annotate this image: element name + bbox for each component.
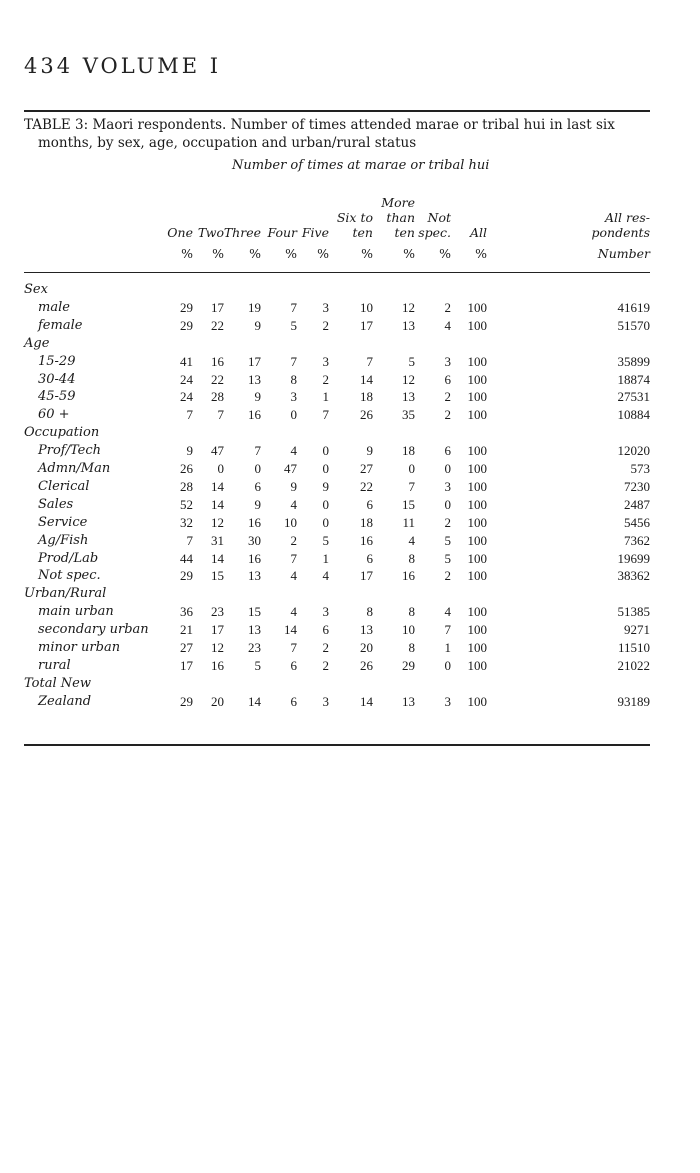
table-row <box>24 389 650 406</box>
group-row <box>24 676 650 693</box>
table-cell: 0 <box>322 514 329 530</box>
table-cell: 100 <box>467 299 487 315</box>
row-label: Clerical <box>38 478 90 494</box>
table-cell: 4 <box>290 496 297 512</box>
table-cell: 0 <box>322 461 329 476</box>
table-cell: 100 <box>467 371 487 387</box>
group-heading: Number of times at marae or tribal hui <box>232 158 490 173</box>
table-cell: 4 <box>290 443 297 459</box>
table-cell: 13 <box>248 371 261 387</box>
row-label: 15-29 <box>38 353 76 369</box>
table-cell: 19699 <box>617 550 650 566</box>
table-cell: 16 <box>248 514 261 530</box>
table-cell: 12 <box>211 640 224 655</box>
table-cell: 3 <box>322 604 329 620</box>
table-cell: 21022 <box>617 657 650 673</box>
table-cell: 2 <box>322 657 329 673</box>
table-cell: 29 <box>180 299 193 315</box>
table-cell: 29 <box>402 657 415 673</box>
table-cell: 12020 <box>617 443 650 459</box>
header-rule <box>24 272 650 273</box>
table-cell: 6 <box>254 478 261 494</box>
group-label: Age <box>24 335 50 351</box>
group-label: Urban/Rural <box>24 586 107 602</box>
table-cell: 2 <box>290 532 297 548</box>
table-cell: 5456 <box>624 514 650 530</box>
column-header <box>375 195 415 240</box>
table-cell: 14 <box>284 622 297 638</box>
table-cell: 51385 <box>617 604 650 620</box>
table-row <box>24 604 650 621</box>
table-cell: 7 <box>186 532 193 548</box>
table-cell: 4 <box>322 568 329 584</box>
table-cell: 13 <box>402 317 415 333</box>
row-label: Prof/Tech <box>38 443 101 459</box>
table-row <box>24 479 650 496</box>
table-cell: 17 <box>180 657 193 673</box>
table-cell: 3 <box>290 389 297 405</box>
table-cell: 35 <box>402 407 415 423</box>
table-cell: 100 <box>467 693 487 709</box>
table-cell: 6 <box>366 550 373 566</box>
table-cell: 23 <box>211 604 224 620</box>
column-header <box>192 225 224 240</box>
table-cell: 2 <box>322 640 329 655</box>
table-cell: 9 <box>254 496 261 512</box>
table-cell: 22 <box>360 478 373 494</box>
table-cell: 17 <box>360 568 373 584</box>
table-cell: 27 <box>180 640 193 655</box>
column-header-line: ten <box>352 225 373 240</box>
table-cell: 30 <box>248 532 261 548</box>
table-caption: TABLE 3: Maori respondents. Number of times attended marae or tribal hui in last six months, by sex, age, occupation and urban/rural status <box>24 117 615 151</box>
table-cell: 3 <box>322 693 329 709</box>
table-cell: 100 <box>467 532 487 548</box>
table-cell: 13 <box>402 389 415 405</box>
table-cell: 16 <box>402 568 415 584</box>
table-cell: 29 <box>180 693 193 709</box>
column-header-line: More <box>381 195 415 210</box>
table-cell: 1 <box>322 550 329 566</box>
table-cell: 6 <box>290 693 297 709</box>
column-header-line: than <box>386 210 415 225</box>
group-label: Sex <box>24 282 48 297</box>
table-cell: 20 <box>360 640 373 655</box>
table-row <box>24 533 650 550</box>
row-label: Service <box>38 514 88 530</box>
table-cell: 12 <box>402 299 415 315</box>
column-header-line: Six to <box>336 210 373 225</box>
page-header: 434 VOLUME I <box>24 54 222 78</box>
table-cell: 27531 <box>617 389 650 405</box>
table-cell: 0 <box>322 443 329 459</box>
table-cell: 9 <box>254 389 261 405</box>
table-cell: 6 <box>366 496 373 512</box>
group-row <box>24 425 650 442</box>
table-cell: 5 <box>254 657 261 673</box>
table-cell: 7 <box>408 478 415 494</box>
column-unit: Number <box>597 246 650 261</box>
column-header <box>451 225 487 240</box>
row-label: 30-44 <box>38 371 76 387</box>
table-cell: 47 <box>211 443 224 459</box>
table-cell: 6 <box>444 443 451 459</box>
group-label: Occupation <box>24 425 100 441</box>
table-cell: 3 <box>444 353 451 369</box>
table-cell: 7 <box>444 622 451 638</box>
table-cell: 41 <box>180 353 193 369</box>
table-cell: 9 <box>322 478 329 494</box>
table-cell: 4 <box>444 604 451 620</box>
table-cell: 24 <box>180 371 193 387</box>
row-label: male <box>38 299 70 315</box>
table-cell: 2 <box>322 371 329 387</box>
table-cell: 14 <box>211 550 224 566</box>
table-cell: 7 <box>366 353 373 369</box>
column-header-line: pondents <box>591 225 650 240</box>
table-row <box>24 622 650 639</box>
table-cell: 26 <box>180 461 193 476</box>
column-header <box>297 225 329 240</box>
table-cell: 26 <box>360 407 373 423</box>
table-cell: 10 <box>360 299 373 315</box>
table-cell: 8 <box>408 550 415 566</box>
table-cell: 14 <box>211 478 224 494</box>
table-cell: 100 <box>467 443 487 459</box>
row-label: Ag/Fish <box>38 532 89 548</box>
row-label: 60 + <box>38 407 70 423</box>
table-cell: 28 <box>211 389 224 405</box>
row-label: minor urban <box>38 640 121 655</box>
table-cell: 6 <box>444 371 451 387</box>
table-cell: 100 <box>467 317 487 333</box>
table-cell: 12 <box>402 371 415 387</box>
table-cell: 17 <box>211 299 224 315</box>
row-label: 45-59 <box>38 389 76 405</box>
row-label: Zealand <box>38 693 92 709</box>
table-cell: 7230 <box>624 478 650 494</box>
table-cell: 13 <box>360 622 373 638</box>
table-cell: 8 <box>290 371 297 387</box>
table-cell: 2 <box>444 514 451 530</box>
table-cell: 0 <box>217 461 224 476</box>
table-cell: 14 <box>360 371 373 387</box>
table-cell: 29 <box>180 568 193 584</box>
table-cell: 12 <box>211 514 224 530</box>
column-header <box>415 210 451 240</box>
table-cell: 100 <box>467 568 487 584</box>
table-cell: 8 <box>366 604 373 620</box>
table-cell: 17 <box>360 317 373 333</box>
table-cell: 22 <box>211 317 224 333</box>
table-row <box>24 354 650 371</box>
table-cell: 14 <box>248 693 261 709</box>
table-cell: 38362 <box>617 568 650 584</box>
column-unit: % <box>181 246 193 261</box>
table-cell: 36 <box>180 604 193 620</box>
table-cell: 0 <box>408 461 415 476</box>
table-cell: 4 <box>290 568 297 584</box>
table-cell: 9 <box>186 443 193 459</box>
table-row <box>24 640 650 657</box>
table-cell: 0 <box>290 407 297 423</box>
table-cell: 2 <box>444 389 451 405</box>
table-cell: 100 <box>467 407 487 423</box>
table-cell: 35899 <box>617 353 650 369</box>
table-cell: 23 <box>248 640 261 655</box>
table-cell: 31 <box>211 532 224 548</box>
table-cell: 24 <box>180 389 193 405</box>
row-label: Admn/Man <box>38 461 111 476</box>
table-cell: 573 <box>630 461 650 476</box>
table-cell: 18 <box>360 514 373 530</box>
table-cell: 100 <box>467 550 487 566</box>
table-cell: 7 <box>290 550 297 566</box>
table-cell: 100 <box>467 604 487 620</box>
table-cell: 2 <box>444 568 451 584</box>
table-cell: 10 <box>284 514 297 530</box>
table-cell: 9271 <box>624 622 650 638</box>
table-row <box>24 300 650 317</box>
table-row <box>24 568 650 585</box>
table-cell: 100 <box>467 389 487 405</box>
table-cell: 28 <box>180 478 193 494</box>
table-cell: 7 <box>322 407 329 423</box>
table-cell: 6 <box>290 657 297 673</box>
column-unit: % <box>285 246 297 261</box>
column-header-line: Two <box>197 225 224 240</box>
table-cell: 15 <box>402 496 415 512</box>
table-cell: 27 <box>360 461 373 476</box>
table-cell: 10 <box>402 622 415 638</box>
row-label: secondary urban <box>38 622 149 638</box>
table-cell: 7 <box>290 353 297 369</box>
table-cell: 16 <box>211 657 224 673</box>
row-label: main urban <box>38 604 114 620</box>
table-cell: 7 <box>254 443 261 459</box>
table-cell: 9 <box>290 478 297 494</box>
table-cell: 100 <box>467 496 487 512</box>
table-cell: 17 <box>248 353 261 369</box>
table-row <box>24 407 650 424</box>
table-cell: 13 <box>248 568 261 584</box>
group-row <box>24 336 650 353</box>
table-cell: 7 <box>217 407 224 423</box>
table-cell: 18 <box>402 443 415 459</box>
table-cell: 41619 <box>617 299 650 315</box>
table-cell: 21 <box>180 622 193 638</box>
column-unit: % <box>475 246 487 261</box>
table-cell: 15 <box>248 604 261 620</box>
table-cell: 100 <box>467 514 487 530</box>
table-row <box>24 443 650 460</box>
table-cell: 14 <box>360 693 373 709</box>
table-cell: 2 <box>322 317 329 333</box>
column-unit: % <box>212 246 224 261</box>
table-cell: 100 <box>467 353 487 369</box>
table-cell: 32 <box>180 514 193 530</box>
table-cell: 100 <box>467 622 487 638</box>
table-cell: 0 <box>254 461 261 476</box>
table-cell: 18874 <box>617 371 650 387</box>
table-cell: 8 <box>408 640 415 655</box>
column-header <box>221 225 261 240</box>
table-cell: 100 <box>467 640 487 655</box>
table-cell: 0 <box>444 496 451 512</box>
row-label: female <box>38 317 83 333</box>
top-rule <box>24 110 650 112</box>
row-label: rural <box>38 657 71 673</box>
table-cell: 11510 <box>617 640 650 655</box>
table-cell: 10884 <box>617 407 650 423</box>
table-row <box>24 694 650 711</box>
table-cell: 4 <box>408 532 415 548</box>
column-header <box>329 210 373 240</box>
table-cell: 2 <box>444 299 451 315</box>
column-header <box>153 225 193 240</box>
table-cell: 93189 <box>617 693 650 709</box>
column-header-line: Five <box>301 225 329 240</box>
row-label: Prod/Lab <box>38 550 99 566</box>
table-cell: 0 <box>322 496 329 512</box>
table-cell: 5 <box>444 550 451 566</box>
table-cell: 3 <box>444 693 451 709</box>
column-header-line: spec. <box>418 225 451 240</box>
table-cell: 16 <box>248 407 261 423</box>
group-row <box>24 282 650 299</box>
table-row <box>24 318 650 335</box>
column-header-line: Three <box>223 225 261 240</box>
table-row <box>24 372 650 389</box>
column-unit: % <box>249 246 261 261</box>
row-label: Sales <box>38 496 74 512</box>
table-row <box>24 551 650 568</box>
table-cell: 18 <box>360 389 373 405</box>
column-header <box>590 210 650 240</box>
column-unit: % <box>403 246 415 261</box>
column-header-line: All <box>469 225 487 240</box>
table-cell: 6 <box>322 622 329 638</box>
table-cell: 47 <box>284 461 297 476</box>
table-cell: 22 <box>211 371 224 387</box>
table-cell: 19 <box>248 299 261 315</box>
table-row <box>24 461 650 478</box>
table-cell: 5 <box>290 317 297 333</box>
table-cell: 17 <box>211 622 224 638</box>
table-cell: 16 <box>211 353 224 369</box>
table-cell: 100 <box>467 461 487 476</box>
table-cell: 4 <box>444 317 451 333</box>
table-cell: 3 <box>444 478 451 494</box>
table-cell: 5 <box>444 532 451 548</box>
table-cell: 100 <box>467 657 487 673</box>
table-cell: 15 <box>211 568 224 584</box>
column-header-line: Not <box>427 210 451 225</box>
table-cell: 1 <box>444 640 451 655</box>
table-cell: 9 <box>366 443 373 459</box>
table-cell: 13 <box>402 693 415 709</box>
column-header <box>261 225 297 240</box>
table-cell: 0 <box>444 461 451 476</box>
table-cell: 44 <box>180 550 193 566</box>
table-cell: 29 <box>180 317 193 333</box>
table-cell: 2 <box>444 407 451 423</box>
table-row <box>24 658 650 675</box>
table-cell: 9 <box>254 317 261 333</box>
row-label: Not spec. <box>38 568 101 584</box>
table-cell: 13 <box>248 622 261 638</box>
column-header-line: All res- <box>604 210 650 225</box>
table-cell: 100 <box>467 478 487 494</box>
table-row <box>24 515 650 532</box>
table-cell: 8 <box>408 604 415 620</box>
group-label: Total New <box>24 675 91 691</box>
table-cell: 3 <box>322 299 329 315</box>
table-cell: 7362 <box>624 532 650 548</box>
column-header-line: ten <box>394 225 415 240</box>
table-cell: 7 <box>290 640 297 655</box>
bottom-rule <box>24 744 650 746</box>
column-unit: % <box>317 246 329 261</box>
column-header-line: Four <box>267 225 297 240</box>
table-cell: 7 <box>186 407 193 423</box>
table-cell: 26 <box>360 657 373 673</box>
table-cell: 7 <box>290 299 297 315</box>
table-cell: 52 <box>180 496 193 512</box>
column-unit: % <box>439 246 451 261</box>
table-cell: 14 <box>211 496 224 512</box>
table-cell: 11 <box>402 514 415 530</box>
table-cell: 20 <box>211 693 224 709</box>
column-unit: % <box>361 246 373 261</box>
group-row <box>24 586 650 603</box>
table-cell: 1 <box>322 389 329 405</box>
table-cell: 16 <box>248 550 261 566</box>
table-cell: 3 <box>322 353 329 369</box>
column-header-line: One <box>167 225 193 240</box>
table-cell: 5 <box>408 353 415 369</box>
table-cell: 2487 <box>624 496 650 512</box>
table-cell: 16 <box>360 532 373 548</box>
table-cell: 51570 <box>617 317 650 333</box>
table-cell: 4 <box>290 604 297 620</box>
table-cell: 5 <box>322 532 329 548</box>
table-row <box>24 497 650 514</box>
table-cell: 0 <box>444 657 451 673</box>
